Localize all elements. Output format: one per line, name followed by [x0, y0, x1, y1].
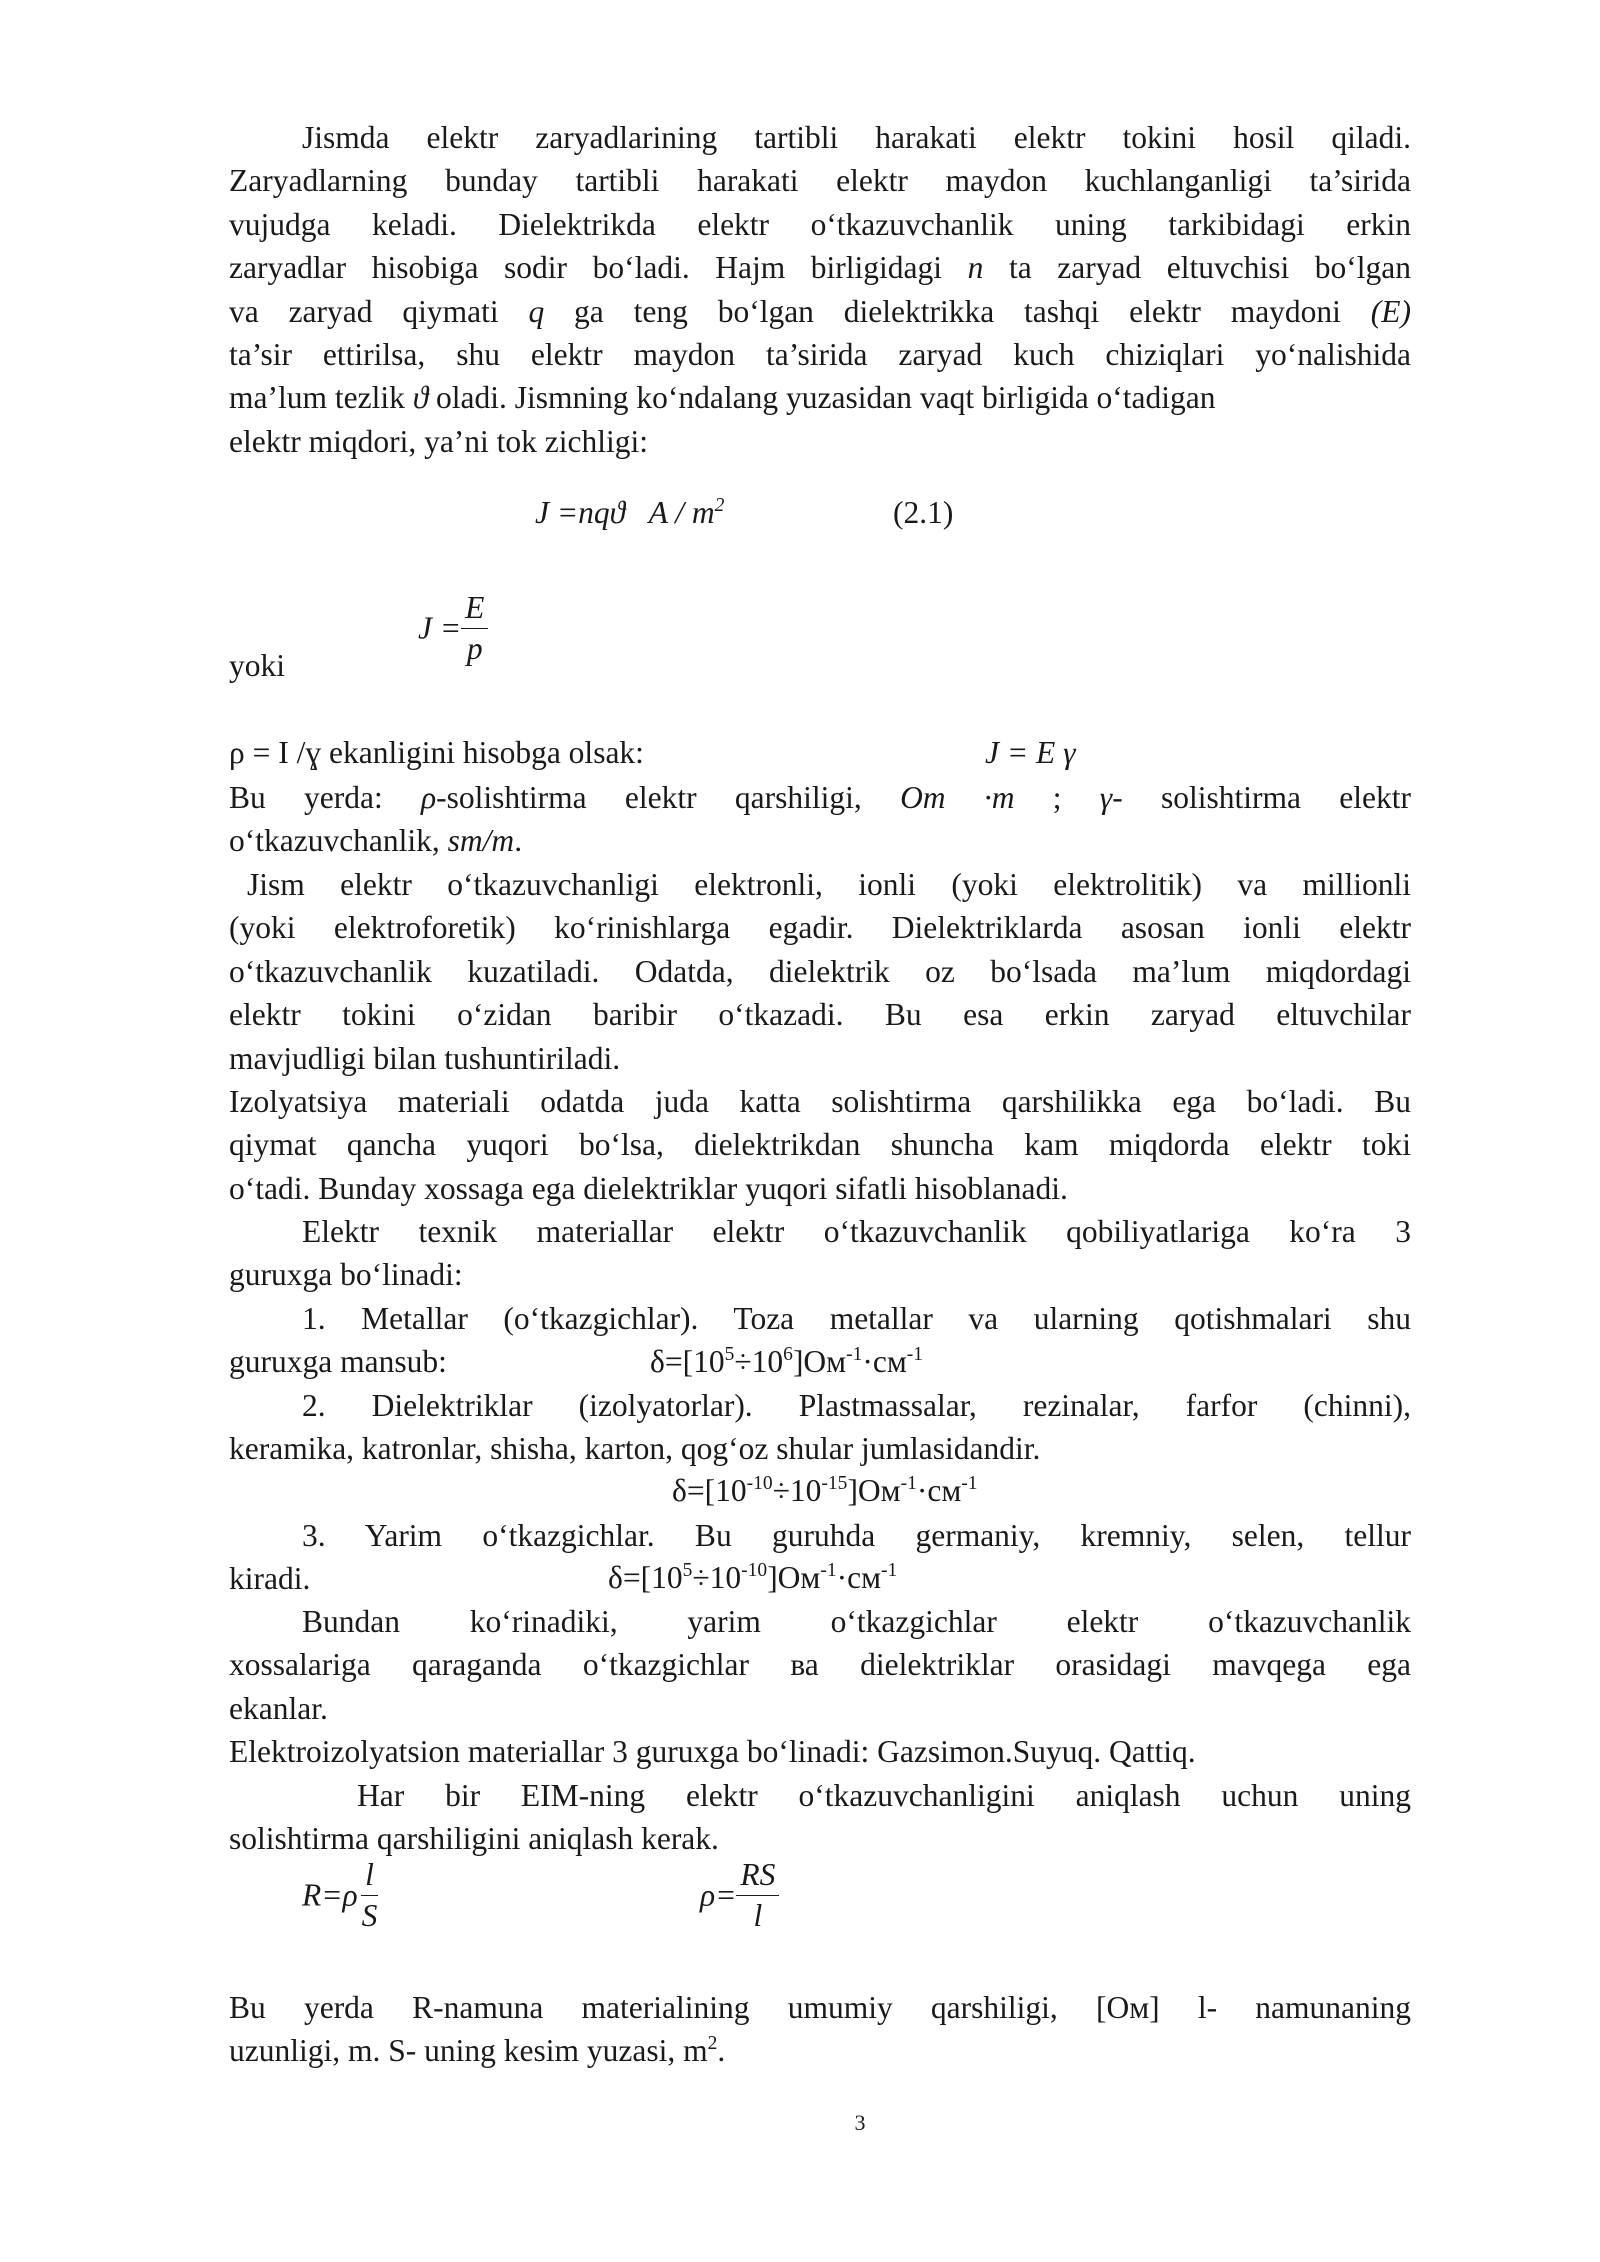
variable-e: (E)	[1370, 293, 1412, 329]
formula-exponent: 2	[714, 494, 725, 516]
fraction	[736, 1855, 779, 1936]
text-run: va zaryad qiymati	[229, 293, 499, 329]
formula-exponent: -1	[820, 1559, 837, 1581]
paragraph-current-density	[229, 116, 1411, 463]
text-run: ;	[1014, 780, 1100, 815]
variable-theta: ϑ	[412, 380, 429, 416]
formula-lhs: ρ=	[700, 1877, 737, 1913]
equation-number: (2.1)	[893, 495, 954, 530]
text-run: - solishtirma elektr	[1112, 780, 1411, 815]
formula-delta-metals	[650, 1342, 923, 1382]
formula-j-e-gamma: J = E γ	[985, 735, 1076, 770]
text-line: guruxga bo‘linadi:	[229, 1257, 463, 1293]
text-line: elektr miqdori, ya’ni tok zichligi:	[229, 423, 649, 459]
formula-resistance	[302, 1855, 381, 1936]
formula-exponent: -10	[746, 1472, 773, 1494]
symbol-gamma: γ	[1099, 780, 1113, 815]
fraction-denominator: p	[466, 631, 483, 666]
fraction	[461, 588, 488, 669]
text-line: Zaryadlarning bunday tartibli harakati elektr maydon kuchlanganligi ta’sirida	[229, 163, 1411, 199]
text-line: (yoki elektroforetik) ko‘rinishlarga egadir. Dielektriklarda asosan ionli elektr	[229, 910, 1411, 946]
fraction-numerator: l	[361, 1855, 378, 1896]
text-line: Elektr texnik materiallar elektr o‘tkazuvchanlik qobiliyatlariga ko‘ra 3	[302, 1214, 1411, 1249]
text-line	[229, 2029, 1411, 2072]
paragraph-groups-intro	[229, 1210, 1411, 1297]
formula-exponent: 5	[682, 1559, 693, 1581]
text-run: ga teng bo‘lgan dielektrikka tashqi elektr maydoni	[544, 293, 1341, 329]
formula-lhs: J =	[418, 610, 462, 646]
text-line: solishtirma qarshiligini aniqlash kerak.	[229, 1821, 719, 1857]
formula-exponent: -1	[961, 1472, 978, 1494]
text-run: .	[717, 2033, 726, 2069]
formula-part: δ=[10	[608, 1560, 683, 1595]
formula-part: ÷10	[692, 1560, 742, 1595]
text-line	[229, 776, 1411, 819]
formula-exponent: -15	[821, 1472, 848, 1494]
formula-exponent: -10	[741, 1559, 768, 1581]
formula-part: ]Ом	[847, 1473, 901, 1508]
text-run: zaryadlar hisobiga sodir bo‘ladi. Hajm birligidagi	[229, 250, 943, 286]
formula-exponent: -1	[881, 1559, 898, 1581]
text-line: o‘tadi. Bunday xossaga ega dielektriklar yuqori sifatli hisoblanadi.	[229, 1170, 1068, 1206]
text-line: Bu yerda R-namuna materialining umumiy qarshiligi, [Ом] l- namunaning	[229, 1990, 1411, 2025]
text-line: Izolyatsiya materiali odatda juda katta solishtirma qarshilikka ega bo‘ladi. Bu	[229, 1084, 1411, 1119]
text-line: mavjudligi bilan tushuntiriladi.	[229, 1040, 621, 1076]
paragraph-variables	[229, 1986, 1411, 2073]
formula-exponent: 6	[783, 1343, 793, 1365]
list-item-dielectrics	[229, 1384, 1411, 1471]
unit-sm-m: sm/m	[447, 823, 515, 859]
paragraph-conclusion	[229, 1600, 1411, 1730]
text-line: xossalariga qaraganda o‘tkazgichlar ва dielektriklar orasidagi mavqega ega	[229, 1647, 1411, 1683]
paragraph-resistivity	[229, 1774, 1411, 1861]
rho-line: ρ = I /ɣ ekanligini hisobga olsak:	[229, 735, 644, 770]
paragraph-insulation	[229, 1080, 1411, 1210]
formula-lhs: J =nqϑ	[535, 495, 626, 530]
formula-part: ·см	[916, 1473, 962, 1508]
paragraph-conductivity-types	[229, 863, 1411, 1080]
text-line: guruxga mansub:	[229, 1344, 447, 1380]
text-line: 2. Dielektriklar (izolyatorlar). Plastmassalar, rezinalar, farfor (chinni),	[302, 1388, 1411, 1423]
formula-exponent: -1	[906, 1343, 924, 1365]
paragraph-eim-groups	[229, 1730, 1411, 1773]
formula-lhs: R=ρ	[302, 1877, 358, 1913]
text-run: -solishtirma elektr qarshiligi,	[436, 780, 901, 815]
text-line: elektr tokini o‘zidan baribir o‘tkazadi. Bu esa erkin zaryad eltuvchilar	[229, 997, 1411, 1033]
text-run: o‘tkazuvchanlik,	[229, 823, 448, 859]
text-line: qiymat qancha yuqori bo‘lsa, dielektrikdan shuncha kam miqdorda elektr toki	[229, 1127, 1411, 1163]
formula-part: ·см	[862, 1344, 907, 1379]
formula-part: δ=[10	[650, 1344, 725, 1379]
formula-part: ]Ом	[792, 1344, 847, 1379]
text-line	[229, 819, 1411, 862]
text-line: 3. Yarim o‘tkazgichlar. Bu guruhda germaniy, kremniy, selen, tellur	[302, 1518, 1411, 1553]
text-line	[229, 290, 1411, 333]
formula-j-e-p	[418, 588, 488, 669]
text-run: ma’lum tezlik	[229, 380, 405, 416]
text-line	[229, 246, 1411, 289]
text-line	[229, 376, 1411, 419]
text-run: ta zaryad eltuvchisi bo‘lgan	[983, 250, 1412, 286]
text-line: Bundan ko‘rinadiki, yarim o‘tkazgichlar elektr o‘tkazuvchanlik	[302, 1604, 1411, 1639]
yoki-label: yoki	[229, 648, 286, 683]
formula-resistivity	[700, 1855, 779, 1936]
text-line: ekanlar.	[229, 1690, 328, 1726]
fraction-denominator: l	[753, 1898, 763, 1933]
text-line: Jismda elektr zaryadlarining tartibli harakati elektr tokini hosil qiladi.	[302, 120, 1411, 155]
text-run: oladi. Jismning ko‘ndalang yuzasidan vaqt birligida o‘tadigan	[428, 380, 1216, 416]
text-line: Har bir EIM-ning elektr o‘tkazuvchanligini aniqlash uchun uning	[357, 1778, 1411, 1813]
formula-part: ÷10	[772, 1473, 822, 1508]
page-number: 3	[854, 2110, 866, 2135]
text-line: ta’sir ettirilsa, shu elektr maydon ta’sirida zaryad kuch chiziqlari yo‘nalishida	[229, 337, 1411, 373]
paragraph-definitions	[229, 776, 1411, 863]
text-line: kiradi.	[229, 1561, 311, 1597]
symbol-rho: ρ	[421, 780, 437, 815]
variable-q: q	[528, 293, 545, 329]
fraction-denominator: S	[361, 1898, 378, 1933]
formula-part: ·см	[836, 1560, 882, 1595]
formula-exponent: -1	[900, 1472, 917, 1494]
fraction	[358, 1855, 382, 1936]
text-run: Bu yerda:	[229, 780, 422, 815]
formula-current-density	[535, 493, 724, 533]
text-line: Elektroizolyatsion materiallar 3 guruxga bo‘linadi: Gazsimon.Suyuq. Qattiq.	[229, 1734, 1196, 1769]
formula-part: ÷10	[734, 1344, 784, 1379]
formula-part: ]Ом	[767, 1560, 821, 1595]
fraction-numerator: RS	[736, 1855, 779, 1896]
text-line: 1. Metallar (o‘tkazgichlar). Toza metallar va ularning qotishmalari shu	[302, 1301, 1411, 1336]
text-line: Jism elektr o‘tkazuvchanligi elektronli, ionli (yoki elektrolitik) va millionli	[247, 867, 1411, 902]
formula-exponent: 5	[724, 1343, 735, 1365]
fraction-numerator: E	[461, 588, 488, 629]
formula-delta-dielectrics	[672, 1471, 978, 1511]
unit-ohm-meter: Om ·m	[900, 780, 1015, 815]
superscript: 2	[707, 2033, 718, 2055]
text-run: uzunligi, m. S- uning kesim yuzasi, m	[229, 2033, 708, 2069]
formula-exponent: -1	[846, 1343, 863, 1365]
text-line: vujudga keladi. Dielektrikda elektr o‘tkazuvchanlik uning tarkibidagi erkin	[229, 206, 1411, 242]
text-line: o‘tkazuvchanlik kuzatiladi. Odatda, dielektrik oz bo‘lsada ma’lum miqdordagi	[229, 953, 1411, 989]
formula-delta-semiconductors	[608, 1558, 897, 1598]
text-run: .	[514, 823, 523, 859]
formula-part: δ=[10	[672, 1473, 747, 1508]
formula-units: A / m	[648, 495, 715, 530]
text-line: keramika, katronlar, shisha, karton, qog‘oz shular jumlasidandir.	[229, 1431, 1041, 1467]
variable-n: n	[967, 250, 984, 286]
